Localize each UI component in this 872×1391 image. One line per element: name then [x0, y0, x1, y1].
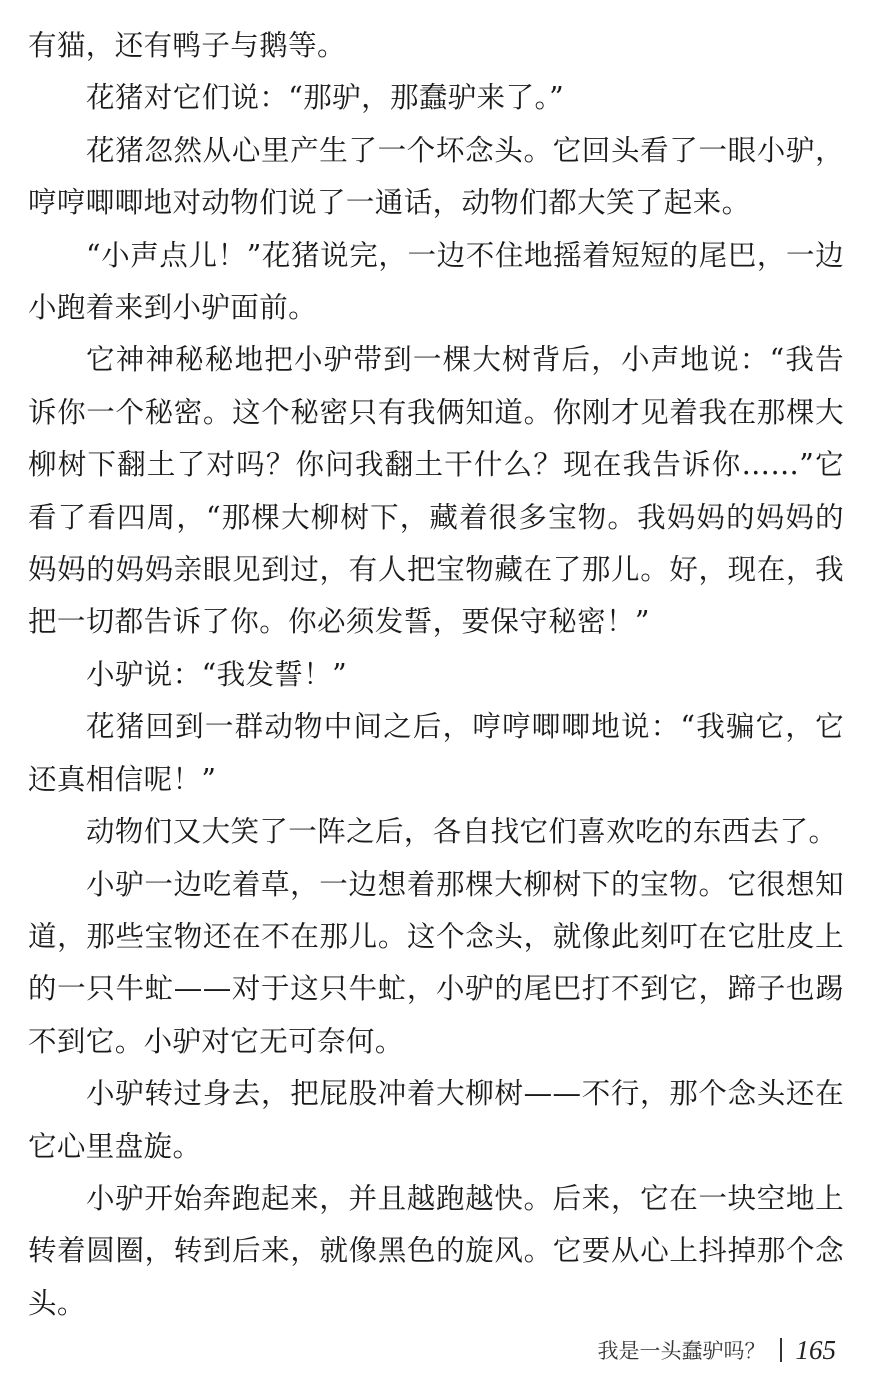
paragraph: 花猪忽然从心里产生了一个坏念头。它回头看了一眼小驴，哼哼唧唧地对动物们说了一通话，动物们都大笑了起来。 [28, 133, 844, 220]
paragraph: “小声点儿！”花猪说完，一边不住地摇着短短的尾巴，一边小跑着来到小驴面前。 [28, 238, 844, 325]
body-text [28, 20, 844, 1330]
paragraph: 动物们又大笑了一阵之后，各自找它们喜欢吃的东西去了。 [86, 815, 838, 849]
paragraph: 小驴开始奔跑起来，并且越跑越快。后来，它在一块空地上转着圆圈，转到后来，就像黑色的旋风。它要从心上抖掉那个念头。 [28, 1181, 844, 1320]
paragraph: 花猪回到一群动物中间之后，哼哼唧唧地说：“我骗它，它还真相信呢！” [28, 710, 844, 796]
paragraph: 花猪对它们说：“那驴，那蠢驴来了。” [86, 81, 565, 115]
page-number: 165 [795, 1334, 836, 1365]
paragraph: 它神神秘秘地把小驴带到一棵大树背后，小声地说：“我告诉你一个秘密。这个秘密只有我俩知道。你刚才见着我在那棵大柳树下翻土了对吗？你问我翻土干什么？现在我告诉你……”它看了看四周，“那棵大柳树下，藏着很多宝物。我妈妈的妈妈的妈妈的妈妈亲眼见到过，有人把宝物藏在了那儿。好，现在，我把一切都告诉了你。你必须发誓，要保守秘密！” [28, 343, 844, 639]
page-footer [598, 1330, 837, 1370]
paragraph: 小驴转过身去，把屁股冲着大柳树——不行，那个念头还在它心里盘旋。 [28, 1077, 844, 1163]
paragraph-continuation: 有猫，还有鸭子与鹅等。 [28, 29, 346, 62]
running-title: 我是一头蠢驴吗？ [597, 1339, 766, 1363]
paragraph: 小驴一边吃着草，一边想着那棵大柳树下的宝物。它很想知道，那些宝物还在不在那儿。这个念头，就像此刻叮在它肚皮上的一只牛虻——对于这只牛虻，小驴的尾巴打不到它，蹄子也踢不到它。小驴对它无可奈何。 [28, 867, 844, 1058]
footer-divider [780, 1338, 782, 1362]
paragraph: 小驴说：“我发誓！” [86, 657, 348, 691]
